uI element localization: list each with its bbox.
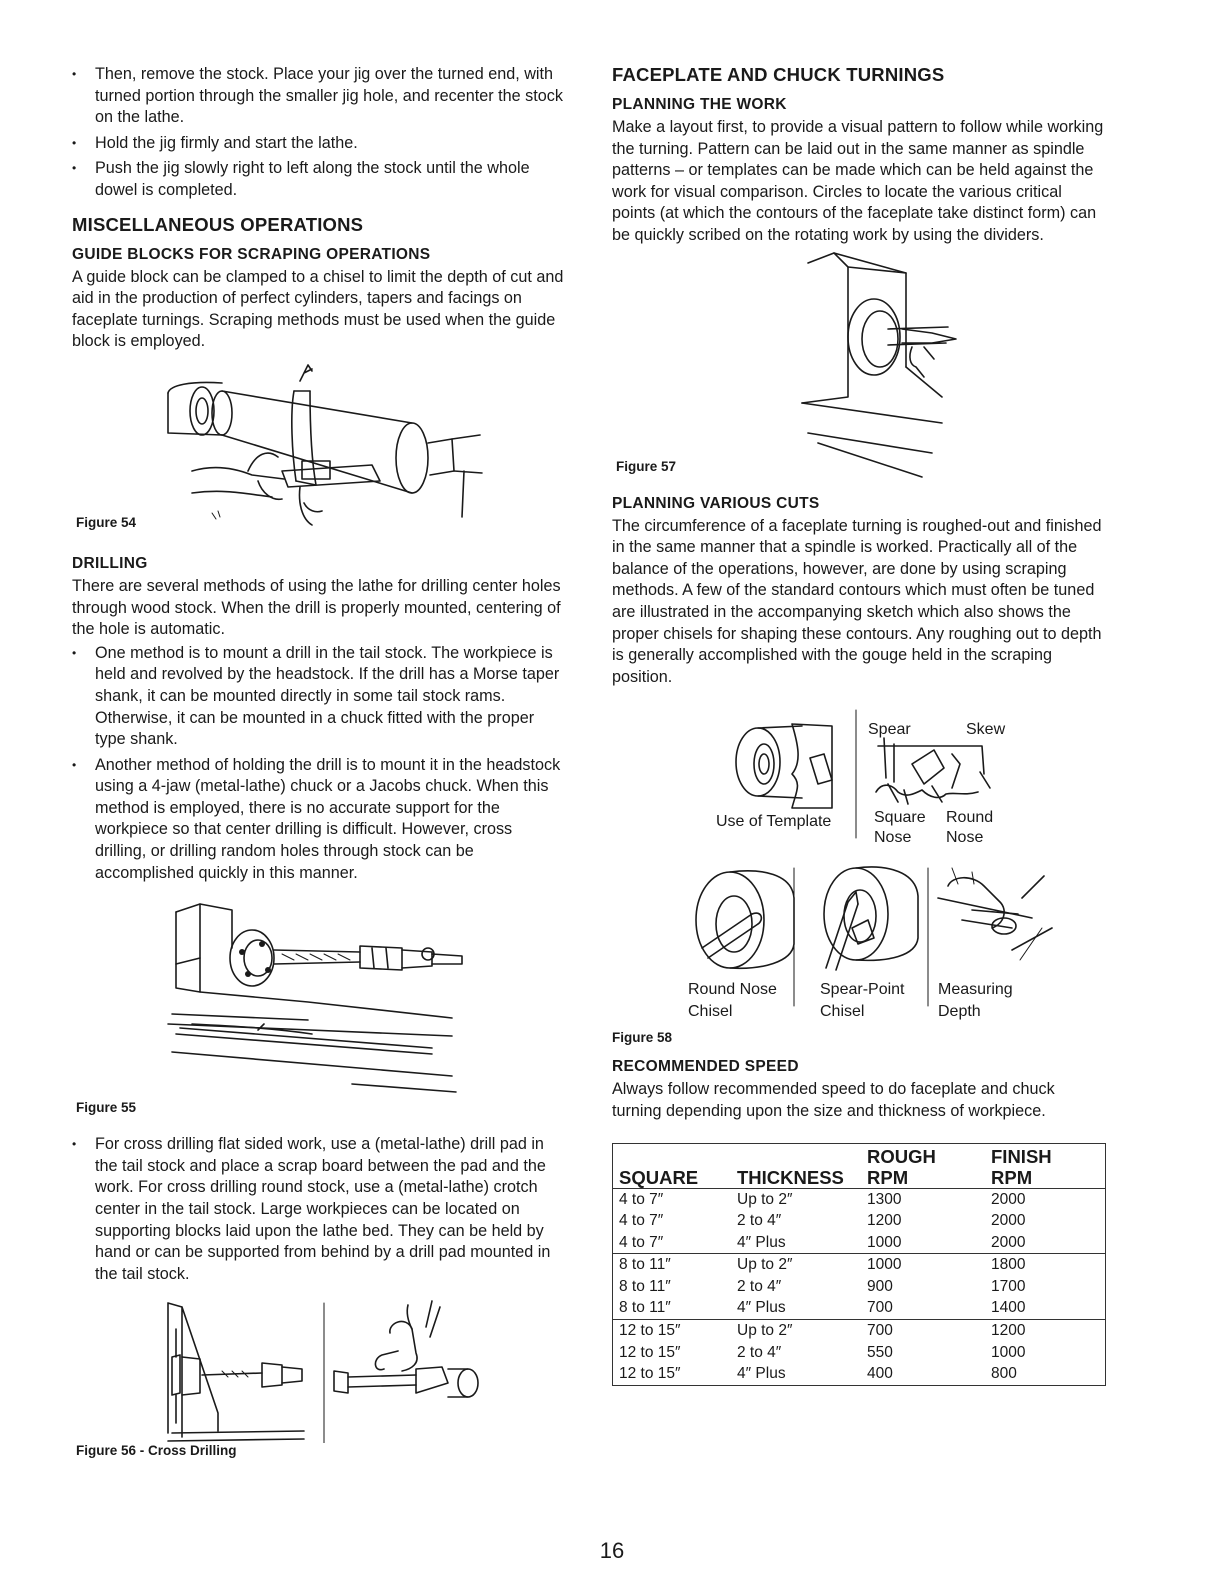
- guide-block-illustration: [72, 353, 566, 543]
- table-header-cell: [731, 1143, 861, 1167]
- table-cell: 800: [991, 1365, 1017, 1383]
- chisel-label-b: Chisel: [820, 1003, 865, 1021]
- figure-56: [72, 1293, 566, 1461]
- table-cell: 2000: [991, 1190, 1026, 1208]
- table-row: [613, 1363, 1106, 1385]
- contour-chisels-illustration: [612, 688, 1108, 1054]
- page-number: 16: [599, 1538, 625, 1563]
- table-cell: 8 to 11″: [619, 1277, 671, 1295]
- figure-56-label: Figure 56 - Cross Drilling: [76, 1443, 237, 1459]
- table-cell: 1000: [991, 1343, 1026, 1361]
- figure-54-label: Figure 54: [76, 514, 137, 530]
- nose-label-b: Nose: [946, 829, 984, 847]
- table-header-cell: RPM: [985, 1167, 1106, 1189]
- intro-bullet-list: [72, 64, 566, 202]
- table-header-cell: [613, 1143, 732, 1167]
- figure-55-label: Figure 55: [76, 1100, 137, 1116]
- table-row: [613, 1276, 1106, 1298]
- dividers-scribing-illustration: [612, 247, 1108, 493]
- table-row: [613, 1297, 1106, 1319]
- guide-blocks-heading: GUIDE BLOCKS FOR SCRAPING OPERATIONS: [72, 245, 431, 263]
- figure-54: [72, 353, 566, 543]
- table-cell: 2000: [991, 1233, 1026, 1251]
- figure-58: [612, 688, 1108, 1054]
- table-cell: 1300: [867, 1190, 902, 1208]
- table-header-cell: FINISH: [991, 1145, 1052, 1167]
- list-item: • Then, remove the stock. Place your jig over the turned end, with turned portion through the smaller jig hole, and recenter the stock on the lathe.: [72, 64, 566, 129]
- table-header-cell: THICKNESS: [731, 1167, 861, 1189]
- table-row: [613, 1188, 1106, 1210]
- table-row: [613, 1254, 1106, 1276]
- drilling-bullet-list: [72, 643, 566, 885]
- drilling-heading: DRILLING: [72, 554, 148, 572]
- list-item: • For cross drilling flat sided work, use a (metal-lathe) drill pad in the tail stock and place a scrap board between the pad and the work. For cross drilling round stock, use a (metal-lathe) crotch center in the tail stock. Large workpieces can be located on supporting blocks laid upon the lathe bed. They can be held by hand or can be supported from behind by a drill pad mounted in the tail stock.: [72, 1134, 566, 1285]
- table-cell: Up to 2″: [737, 1190, 793, 1208]
- planning-cuts-text: The circumference of a faceplate turning is roughed-out and finished in the same manner that a spindle is worked. Practically all of the balance of the operations, however, are done by using scraping methods. A few of the standard contours which must often be tuned are illustrated in the accompanying sketch which also shows the proper chisels for shaping these contours. Any roughing out to depth is generally accomplished with the gouge held in the scraping position.: [612, 516, 1102, 686]
- lathe-drilling-illustration: [72, 888, 566, 1124]
- table-header-cell: SQUARE: [613, 1167, 732, 1189]
- figure-58-label: Figure 58: [612, 1030, 673, 1046]
- table-cell: 1200: [867, 1212, 902, 1230]
- table-cell: 12 to 15″: [613, 1320, 732, 1342]
- table-cell: 2 to 4″: [737, 1212, 782, 1230]
- square-label: Square: [874, 809, 926, 827]
- table-header-row: [613, 1143, 1106, 1167]
- table-cell: 12 to 15″: [619, 1365, 681, 1383]
- table-cell: 900: [867, 1277, 893, 1295]
- table-cell: 1800: [985, 1254, 1106, 1276]
- recommended-speed-heading: RECOMMENDED SPEED: [612, 1058, 799, 1076]
- table-cell: 8 to 11″: [619, 1299, 671, 1317]
- table-cell: 4 to 7″: [619, 1190, 664, 1208]
- table-cell: 2 to 4″: [737, 1277, 782, 1295]
- figure-55: [72, 888, 566, 1124]
- table-cell: 4 to 7″: [619, 1212, 664, 1230]
- table-cell: 1400: [991, 1299, 1026, 1317]
- table-cell: 550: [867, 1343, 893, 1361]
- right-column: [612, 64, 1108, 1386]
- cross-drilling-bullet-list: [72, 1134, 566, 1285]
- table-cell: 1000: [861, 1254, 985, 1276]
- table-cell: 4″ Plus: [737, 1365, 786, 1383]
- table-header-row: [613, 1167, 1106, 1189]
- guide-blocks-text: A guide block can be clamped to a chisel to limit the depth of cut and aid in the production of perfect cylinders, tapers and facings on faceplate turnings. Scraping methods must be used when the guide block is employed.: [72, 267, 564, 351]
- planning-cuts-heading: PLANNING VARIOUS CUTS: [612, 494, 820, 512]
- table-cell: 400: [867, 1365, 893, 1383]
- round-label: Round: [946, 809, 994, 827]
- table-cell: 2000: [991, 1212, 1026, 1230]
- table-row: [613, 1232, 1106, 1254]
- round-nose-label: Round Nose: [688, 981, 777, 999]
- planning-work-heading: PLANNING THE WORK: [612, 96, 787, 113]
- faceplate-heading: FACEPLATE AND CHUCK TURNINGS: [612, 64, 945, 85]
- table-cell: Up to 2″: [731, 1254, 861, 1276]
- speed-table: [612, 1143, 1106, 1386]
- table-cell: Up to 2″: [731, 1320, 861, 1342]
- drilling-text: There are several methods of using the lathe for drilling center holes through wood stock. When the drill is properly mounted, centering of the hole is automatic.: [72, 576, 561, 639]
- recommended-speed-text: Always follow recommended speed to do faceplate and chuck turning depending upon the size and thickness of workpiece.: [612, 1080, 1055, 1120]
- table-header-cell: ROUGH: [867, 1145, 936, 1167]
- table-cell: 4 to 7″: [619, 1233, 664, 1251]
- figure-57-label: Figure 57: [616, 458, 677, 474]
- left-column: [72, 64, 566, 1461]
- chisel-label-a: Chisel: [688, 1003, 733, 1021]
- figure-57: [612, 247, 1108, 493]
- table-cell: 4″ Plus: [737, 1233, 786, 1251]
- planning-work-text: Make a layout first, to provide a visual pattern to follow while working the turning. Pattern can be laid out in the same manner as spindle patterns – or templates can be made which can be held against the work for visual comparison. Circles to locate the various critical points (at which the contours of the faceplate take distinct form) can be quickly scribed on the rotating work by using the dividers.: [612, 118, 1104, 244]
- table-row: [613, 1342, 1106, 1364]
- measuring-label: Measuring: [938, 981, 1013, 999]
- use-of-template-label: Use of Template: [716, 813, 832, 831]
- nose-label-a: Nose: [874, 829, 912, 847]
- table-row: [613, 1210, 1106, 1232]
- table-cell: 1700: [991, 1277, 1026, 1295]
- table-header-cell: RPM: [861, 1167, 985, 1189]
- skew-label: Skew: [966, 721, 1006, 739]
- table-cell: 700: [861, 1320, 985, 1342]
- depth-label: Depth: [938, 1003, 981, 1021]
- spear-label: Spear: [868, 721, 911, 739]
- list-item: • Push the jig slowly right to left along the stock until the whole dowel is completed.: [72, 158, 566, 201]
- table-cell: 4″ Plus: [737, 1299, 786, 1317]
- table-cell: 700: [867, 1299, 893, 1317]
- list-item: • Hold the jig firmly and start the lathe.: [72, 133, 566, 155]
- table-row: [613, 1320, 1106, 1342]
- cross-drilling-illustration: [72, 1293, 566, 1443]
- table-cell: 12 to 15″: [619, 1343, 681, 1361]
- spear-point-label: Spear-Point: [820, 981, 905, 999]
- list-item: • Another method of holding the drill is to mount it in the headstock using a 4-jaw (metal-lathe) chuck or a Jacobs chuck. When this method is employed, there is no accurate support for the workpiece so that center drilling is difficult. However, cross drilling, or drilling random holes through stock can be accomplished quickly in this manner.: [72, 755, 566, 885]
- table-cell: 8 to 11″: [613, 1254, 732, 1276]
- misc-operations-heading: MISCELLANEOUS OPERATIONS: [72, 213, 364, 235]
- table-cell: 1000: [867, 1233, 902, 1251]
- list-item: • One method is to mount a drill in the tail stock. The workpiece is held and revolved by the headstock. If the drill has a Morse taper shank, it can be mounted directly in some tail stock rams. Otherwise, it can be mounted in a chuck fitted with the proper type shank.: [72, 643, 566, 751]
- table-cell: 1200: [985, 1320, 1106, 1342]
- table-cell: 2 to 4″: [737, 1343, 782, 1361]
